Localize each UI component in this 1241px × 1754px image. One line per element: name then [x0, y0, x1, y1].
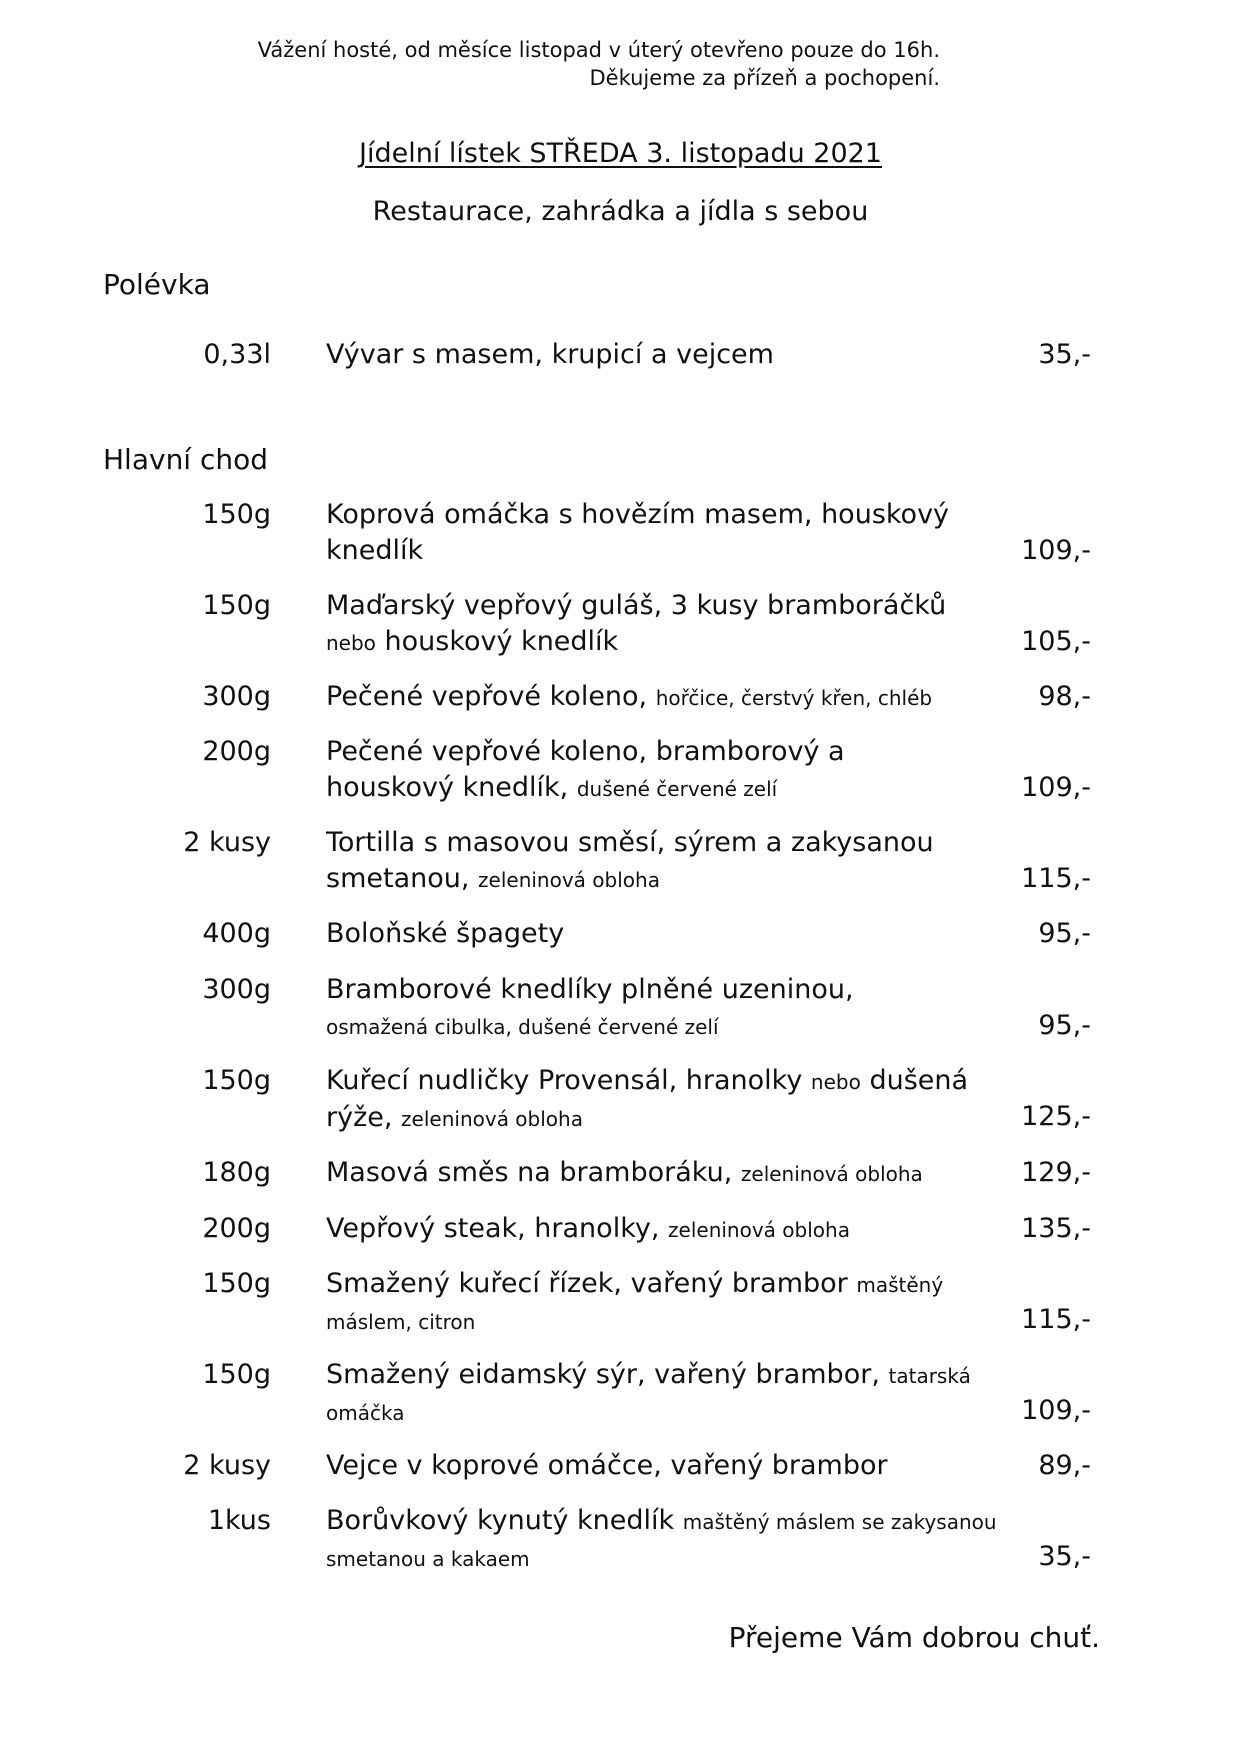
item-name: Kuřecí nudličky Provensál, hranolky: [326, 1065, 803, 1096]
item-description: [326, 916, 1016, 952]
item-side: hořčice, čerstvý křen, chléb: [655, 686, 933, 710]
item-connector: nebo: [810, 1070, 861, 1094]
item-name-alt: dušená rýže,: [326, 1065, 969, 1133]
item-side: tatarská omáčka: [326, 1364, 971, 1425]
section-title-main: Hlavní chod: [103, 443, 269, 476]
item-price: 135,-: [1021, 1213, 1091, 1244]
item-price: 115,-: [1021, 1304, 1091, 1335]
item-description: [326, 1357, 986, 1431]
item-price: 125,-: [1021, 1101, 1091, 1132]
item-name-alt: houskový knedlík: [384, 626, 619, 657]
menu-title: Jídelní lístek STŘEDA 3. listopadu 2021: [359, 138, 882, 169]
item-description: [326, 1448, 1016, 1484]
item-description: [326, 1155, 1016, 1192]
item-quantity: 150g: [202, 1359, 271, 1390]
closing-wish: Přejeme Vám dobrou chuť.: [728, 1621, 1100, 1654]
item-price: 129,-: [1021, 1157, 1091, 1188]
item-name: Pečené vepřové koleno, bramborový a houskový knedlík,: [326, 736, 845, 803]
item-price: 35,-: [1038, 1541, 1091, 1572]
item-quantity: 1kus: [207, 1505, 271, 1536]
item-quantity: 2 kusy: [183, 827, 271, 858]
item-quantity: 0,33l: [203, 339, 271, 370]
item-price: 109,-: [1021, 1395, 1091, 1426]
item-name: Bramborové knedlíky plněné uzeninou,: [326, 974, 854, 1005]
item-side: maštěný máslem, citron: [326, 1273, 944, 1334]
item-price: 95,-: [1038, 918, 1091, 949]
item-description: [326, 972, 1016, 1045]
item-description: [326, 734, 976, 807]
item-side: osmažená cibulka, dušené červené zelí: [326, 1015, 719, 1039]
item-quantity: 400g: [202, 918, 271, 949]
item-side: zeleninová obloha: [740, 1162, 923, 1186]
item-name: Borůvkový kynutý knedlík: [326, 1505, 675, 1536]
item-description: [326, 1503, 1016, 1577]
section-title-soup: Polévka: [103, 268, 211, 301]
item-quantity: 150g: [202, 499, 271, 530]
item-description: [326, 588, 1016, 661]
item-price: 105,-: [1021, 626, 1091, 657]
item-name: Tortilla s masovou směsí, sýrem a zakysanou smetanou,: [326, 827, 934, 894]
item-quantity: 150g: [202, 1268, 271, 1299]
item-price: 35,-: [1038, 339, 1091, 370]
item-quantity: 2 kusy: [183, 1450, 271, 1481]
item-quantity: 300g: [202, 681, 271, 712]
item-price: 95,-: [1038, 1010, 1091, 1041]
item-description: [326, 679, 1016, 716]
item-side: zeleninová obloha: [668, 1218, 850, 1242]
item-price: 98,-: [1038, 681, 1091, 712]
item-description: [326, 1063, 986, 1137]
item-quantity: 180g: [202, 1157, 271, 1188]
item-name: Smažený eidamský sýr, vařený brambor,: [326, 1359, 880, 1390]
item-name: Boloňské špagety: [326, 918, 565, 949]
item-name: Masová směs na bramboráku,: [326, 1157, 733, 1188]
item-name: Koprová omáčka s hovězím masem, houskový knedlík: [326, 499, 950, 566]
item-quantity: 200g: [202, 1213, 271, 1244]
item-name: Vepřový steak, hranolky,: [326, 1213, 660, 1244]
item-side: zeleninová obloha: [478, 868, 660, 892]
item-quantity: 150g: [202, 590, 271, 621]
item-description: [326, 337, 1016, 373]
notice-line-2: Děkujeme za přízeň a pochopení.: [589, 66, 940, 90]
item-side: dušené červené zelí: [576, 777, 778, 801]
item-side: zeleninová obloha: [401, 1107, 583, 1131]
menu-subtitle: Restaurace, zahrádka a jídla s sebou: [372, 196, 869, 227]
item-name: Vývar s masem, krupicí a vejcem: [326, 339, 774, 370]
item-name: Smažený kuřecí řízek, vařený brambor: [326, 1268, 848, 1299]
item-quantity: 300g: [202, 974, 271, 1005]
item-quantity: 150g: [202, 1065, 271, 1096]
item-name: Maďarský vepřový guláš, 3 kusy bramboráčků: [326, 590, 947, 621]
item-price: 109,-: [1021, 535, 1091, 566]
notice-line-1: Vážení hosté, od měsíce listopad v úterý otevřeno pouze do 16h.: [257, 38, 940, 62]
item-description: [326, 1266, 966, 1340]
item-description: [326, 497, 966, 569]
item-price: 89,-: [1038, 1450, 1091, 1481]
item-price: 109,-: [1021, 772, 1091, 803]
item-description: [326, 825, 946, 898]
item-name: Pečené vepřové koleno,: [326, 681, 648, 712]
item-connector: nebo: [326, 631, 376, 655]
item-name: Vejce v koprové omáčce, vařený brambor: [326, 1450, 888, 1481]
item-description: [326, 1211, 1016, 1248]
opening-hours-notice: [200, 36, 940, 92]
item-side: maštěný máslem se zakysanou smetanou a kakaem: [326, 1510, 997, 1571]
item-quantity: 200g: [202, 736, 271, 767]
item-price: 115,-: [1021, 863, 1091, 894]
